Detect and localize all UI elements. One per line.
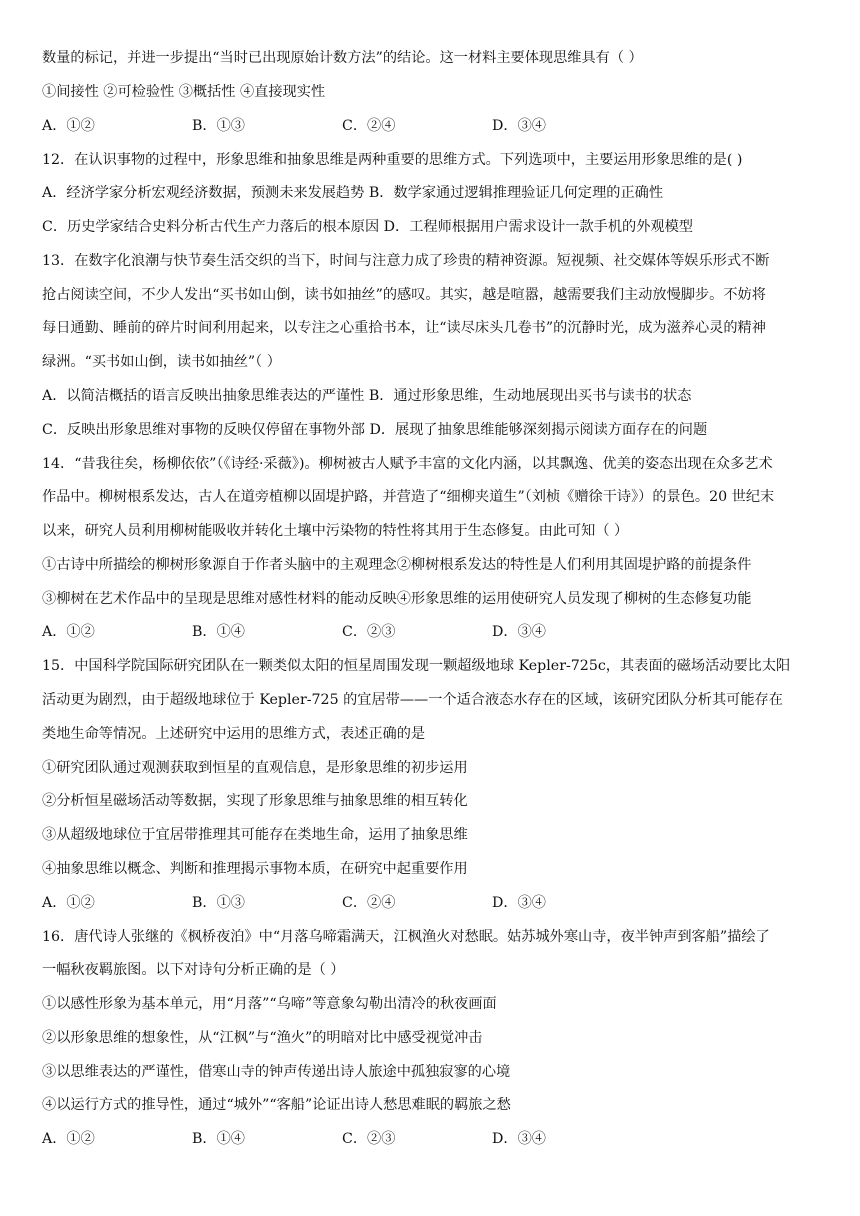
q14-item-line: ③柳树在艺术作品中的呈现是思维对感性材料的能动反映④形象思维的运用使研究人员发现了柳树的生态修复功能 (42, 591, 752, 607)
q16-item: ①以感性形象为基本单元，用“月落”“乌啼”等意象勾勒出清冷的秋夜画面 (42, 996, 497, 1012)
q12-stem: 12．在认识事物的过程中，形象思维和抽象思维是两种重要的思维方式。下列选项中，主要运用形象思维的是( ) (42, 152, 743, 168)
q11-items: ①间接性 ②可检验性 ③概括性 ④直接现实性 (42, 84, 326, 100)
option-d: D．③④ (492, 895, 546, 911)
option-b: B．①③ (192, 895, 245, 911)
option-c: C．②④ (342, 118, 396, 134)
option-d: D．③④ (492, 118, 546, 134)
q12-options-cd: C．历史学家结合史料分析古代生产力落后的根本原因 D．工程师根据用户需求设计一款手机的外观模型 (42, 219, 693, 235)
option-b: B．①④ (192, 1131, 245, 1147)
q15-options (42, 893, 742, 913)
q13-stem-line: 抢占阅读空间，不少人发出“买书如山倒，读书如抽丝”的感叹。其实，越是喧嚣，越需要我们主动放慢脚步。不妨将 (42, 287, 766, 303)
q12-options-ab: A．经济学家分析宏观经济数据，预测未来发展趋势 B．数学家通过逻辑推理验证几何定理的正确性 (42, 185, 664, 201)
q11-stem-line: 数量的标记，并进一步提出“当时已出现原始计数方法”的结论。这一材料主要体现思维具有（ ） (42, 50, 643, 66)
q14-stem-line: 14．“昔我往矣，杨柳依依”（《诗经·采薇》)。柳树被古人赋予丰富的文化内涵，以其飘逸、优美的姿态出现在众多艺术 (42, 456, 773, 472)
q16-options (42, 1129, 742, 1149)
q13-options-cd: C．反映出形象思维对事物的反映仅停留在事物外部 D．展现了抽象思维能够深刻揭示阅读方面存在的问题 (42, 422, 708, 438)
q15-item: ②分析恒星磁场活动等数据，实现了形象思维与抽象思维的相互转化 (42, 793, 468, 809)
q15-item: ③从超级地球位于宜居带推理其可能存在类地生命，运用了抽象思维 (42, 827, 468, 843)
q13-options-ab: A．以简洁概括的语言反映出抽象思维表达的严谨性 B．通过形象思维，生动地展现出买书与读书的状态 (42, 388, 692, 404)
option-b: B．①④ (192, 624, 245, 640)
q16-item: ③以思维表达的严谨性，借寒山寺的钟声传递出诗人旅途中孤独寂寥的心境 (42, 1064, 511, 1080)
option-c: C．②③ (342, 1131, 396, 1147)
option-d: D．③④ (492, 624, 546, 640)
q16-stem-line: 16．唐代诗人张继的《枫桥夜泊》中“月落乌啼霜满天，江枫渔火对愁眠。姑苏城外寒山寺，夜半钟声到客船”描绘了 (42, 929, 770, 945)
q15-stem-line: 活动更为剧烈，由于超级地球位于 Kepler-725 的宜居带——一个适合液态水存在的区域，该研究团队分析其可能存在 (42, 692, 783, 708)
option-a: A．①② (42, 118, 95, 134)
q13-stem-line: 每日通勤、睡前的碎片时间利用起来，以专注之心重拾书本，让“读尽床头几卷书”的沉静时光，成为滋养心灵的精神 (42, 320, 766, 336)
q14-stem-line: 作品中。柳树根系发达，古人在道旁植柳以固堤护路，并营造了“细柳夹道生”（刘桢《赠徐干诗》）的景色。20 世纪末 (42, 489, 775, 505)
option-d: D．③④ (492, 1131, 546, 1147)
q13-stem-line: 绿洲。“买书如山倒，读书如抽丝”（ ） (42, 354, 281, 370)
q15-item: ①研究团队通过观测获取到恒星的直观信息，是形象思维的初步运用 (42, 760, 468, 776)
option-a: A．①② (42, 1131, 95, 1147)
option-b: B．①③ (192, 118, 245, 134)
q16-item: ④以运行方式的推导性，通过“城外”“客船”论证出诗人愁思难眠的羁旅之愁 (42, 1097, 511, 1113)
option-c: C．②③ (342, 624, 396, 640)
q14-stem-line: 以来，研究人员利用柳树能吸收并转化土壤中污染物的特性将其用于生态修复。由此可知（ ） (42, 523, 629, 539)
q14-item-line: ①古诗中所描绘的柳树形象源自于作者头脑中的主观理念②柳树根系发达的特性是人们利用其固堤护路的前提条件 (42, 557, 752, 573)
q15-stem-line: 类地生命等情况。上述研究中运用的思维方式，表述正确的是 (42, 726, 426, 742)
q14-options (42, 622, 742, 642)
q13-stem-line: 13．在数字化浪潮与快节奏生活交织的当下，时间与注意力成了珍贵的精神资源。短视频、社交媒体等娱乐形式不断 (42, 253, 770, 269)
option-a: A．①② (42, 624, 95, 640)
q16-item: ②以形象思维的想象性，从“江枫”与“渔火”的明暗对比中感受视觉冲击 (42, 1030, 483, 1046)
option-c: C．②④ (342, 895, 396, 911)
q16-stem-line: 一幅秋夜羁旅图。以下对诗句分析正确的是（ ） (42, 962, 345, 978)
option-a: A．①② (42, 895, 95, 911)
q15-item: ④抽象思维以概念、判断和推理揭示事物本质，在研究中起重要作用 (42, 861, 468, 877)
q11-options (42, 116, 742, 136)
q15-stem-line: 15．中国科学院国际研究团队在一颗类似太阳的恒星周围发现一颗超级地球 Kepler-725c，其表面的磁场活动要比太阳 (42, 658, 791, 674)
